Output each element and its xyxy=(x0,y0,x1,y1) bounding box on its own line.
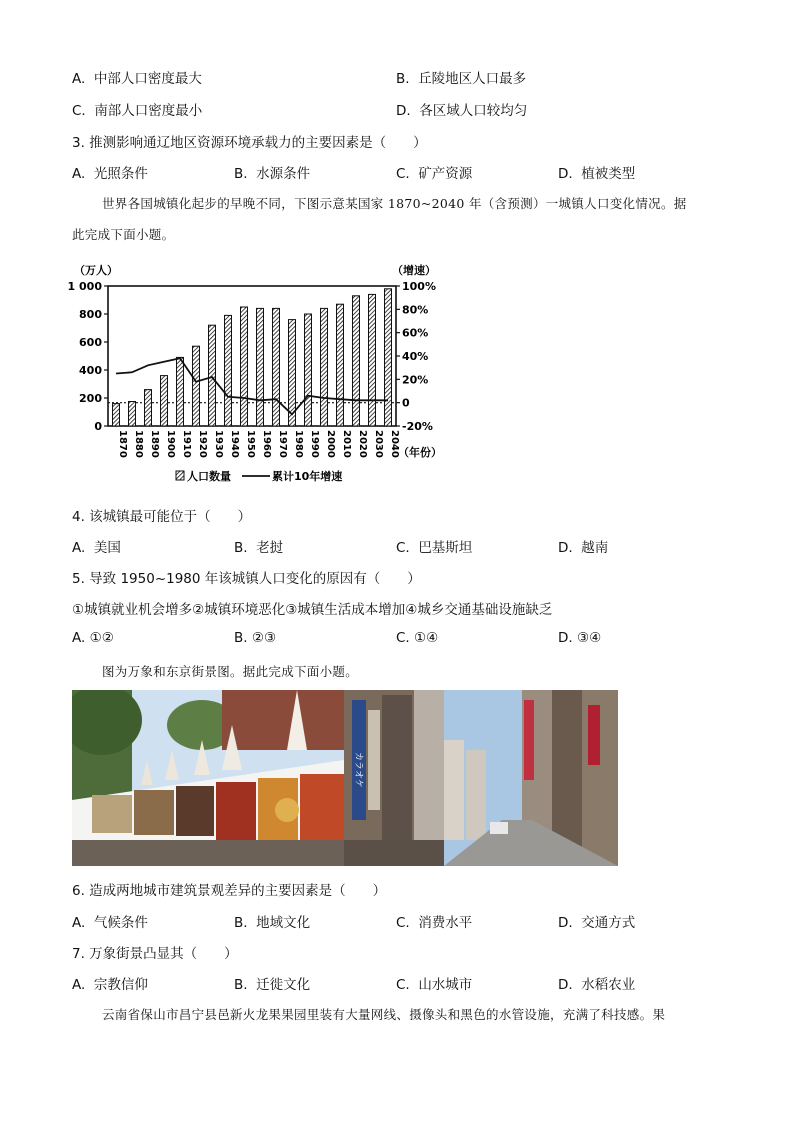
right-tick-label: 20% xyxy=(402,373,429,387)
right-tick-label: -20% xyxy=(402,420,433,433)
population-bar xyxy=(353,296,360,426)
population-bar xyxy=(129,402,136,427)
year-tick-label: 2000 xyxy=(325,430,336,458)
q4-option-d: D. 越南 xyxy=(558,540,609,556)
population-bar xyxy=(225,315,232,426)
year-tick-label: 1910 xyxy=(181,430,192,458)
q5-option-b: B. ②③ xyxy=(234,630,277,646)
population-chart-svg xyxy=(66,262,438,494)
left-tick-label: 600 xyxy=(79,336,102,349)
population-bar xyxy=(321,308,328,426)
q7-option-d: D. 水稻农业 xyxy=(558,977,636,993)
year-tick-label: 1990 xyxy=(309,430,320,458)
population-bar xyxy=(177,357,184,426)
population-bar xyxy=(289,320,296,426)
q6-option-d: D. 交通方式 xyxy=(558,915,636,931)
q3-option-d: D. 植被类型 xyxy=(558,166,636,182)
population-bar xyxy=(113,404,120,426)
legend-line-label: 累计10年增速 xyxy=(272,470,343,483)
q7-option-c: C. 山水城市 xyxy=(396,977,473,993)
population-bar xyxy=(193,346,200,426)
q3-option-c: C. 矿产资源 xyxy=(396,166,473,182)
legend-bar-swatch xyxy=(176,471,184,480)
street-scene-svg xyxy=(72,690,618,866)
q7-option-b: B. 迁徙文化 xyxy=(234,977,311,993)
left-unit-label: （万人） xyxy=(74,264,118,277)
left-tick-label: 0 xyxy=(94,420,102,433)
population-bar xyxy=(145,390,152,426)
karaoke-sign: カラオケ xyxy=(353,752,363,788)
q4-option-c: C. 巴基斯坦 xyxy=(396,540,473,556)
year-tick-label: 1920 xyxy=(197,430,208,458)
year-tick-label: 1970 xyxy=(277,430,288,458)
q4-stem: 4. 该城镇最可能位于（ ） xyxy=(72,509,252,525)
population-bar xyxy=(337,304,344,426)
growth-rate-line xyxy=(116,358,388,414)
q5-option-c: C. ①④ xyxy=(396,630,439,646)
right-tick-label: 100% xyxy=(402,280,436,293)
year-tick-label: 1930 xyxy=(213,430,224,458)
year-tick-label: 1870 xyxy=(117,430,128,458)
passage3: 云南省保山市昌宁县邑新火龙果果园里装有大量网线、摄像头和黑色的水管设施，充满了科技感。果 xyxy=(102,1007,666,1022)
year-tick-label: 1880 xyxy=(133,430,144,458)
left-tick-label: 200 xyxy=(79,392,102,405)
q5-statements: ①城镇就业机会增多②城镇环境恶化③城镇生活成本增加④城乡交通基础设施缺乏 xyxy=(72,602,553,618)
population-bar xyxy=(385,289,392,426)
q3-option-b: B. 水源条件 xyxy=(234,166,311,182)
q6-option-c: C. 消费水平 xyxy=(396,915,473,931)
left-tick-label: 400 xyxy=(79,364,102,377)
street-scene-photos xyxy=(72,690,618,866)
q4-option-b: B. 老挝 xyxy=(234,540,284,556)
passage2: 图为万象和东京街景图。据此完成下面小题。 xyxy=(102,664,359,679)
left-tick-label: 800 xyxy=(79,308,102,321)
year-tick-label: 2040 xyxy=(389,430,400,458)
population-chart xyxy=(66,262,438,494)
passage1-line2: 此完成下面小题。 xyxy=(72,227,175,242)
q7-option-a: A. 宗教信仰 xyxy=(72,977,148,993)
tokyo-photo xyxy=(344,690,618,866)
q5-option-a: A. ①② xyxy=(72,630,114,646)
right-tick-label: 40% xyxy=(402,350,429,363)
q7-stem: 7. 万象街景凸显其（ ） xyxy=(72,946,238,962)
year-tick-label: 2010 xyxy=(341,430,352,458)
right-tick-label: 60% xyxy=(402,326,429,340)
population-bar xyxy=(241,307,248,426)
right-tick-label: 80% xyxy=(402,303,429,317)
q5-option-d: D. ③④ xyxy=(558,630,602,646)
q2-option-b: B. 丘陵地区人口最多 xyxy=(396,71,527,87)
population-bar xyxy=(257,308,264,426)
year-tick-label: 1900 xyxy=(165,430,176,458)
year-tick-label: 2030 xyxy=(373,430,384,458)
population-bar xyxy=(273,308,280,426)
year-tick-label: 1950 xyxy=(245,430,256,458)
q4-option-a: A. 美国 xyxy=(72,540,121,556)
population-bar xyxy=(161,376,168,426)
year-tick-label: 1960 xyxy=(261,430,272,458)
q6-option-b: B. 地域文化 xyxy=(234,915,311,931)
year-tick-label: 1940 xyxy=(229,430,240,458)
legend-bar-label: 人口数量 xyxy=(187,470,231,483)
left-tick-label: 1 000 xyxy=(67,280,102,293)
year-tick-label: 1890 xyxy=(149,430,160,458)
q2-option-c: C. 南部人口密度最小 xyxy=(72,103,203,119)
x-unit-label: （年份） xyxy=(398,446,438,459)
q6-option-a: A. 气候条件 xyxy=(72,915,148,931)
passage1-line1: 世界各国城镇化起步的早晚不同，下图示意某国家 1870~2040 年（含预测）一城镇人口变化情况。据 xyxy=(102,196,687,211)
right-unit-label: （增速） xyxy=(392,264,436,277)
population-bar xyxy=(305,314,312,426)
q2-option-d: D. 各区域人口较均匀 xyxy=(396,103,528,119)
q2-option-a: A. 中部人口密度最大 xyxy=(72,71,202,87)
q6-stem: 6. 造成两地城市建筑景观差异的主要因素是（ ） xyxy=(72,883,387,899)
year-tick-label: 2020 xyxy=(357,430,368,458)
q3-option-a: A. 光照条件 xyxy=(72,166,148,182)
q5-stem: 5. 导致 1950~1980 年该城镇人口变化的原因有（ ） xyxy=(72,571,421,587)
population-bar xyxy=(209,325,216,426)
year-tick-label: 1980 xyxy=(293,430,304,458)
q3-stem: 3. 推测影响通辽地区资源环境承载力的主要因素是（ ） xyxy=(72,135,427,151)
right-tick-label: 0 xyxy=(402,396,410,410)
vientiane-photo xyxy=(72,690,347,866)
population-bar xyxy=(369,294,376,426)
